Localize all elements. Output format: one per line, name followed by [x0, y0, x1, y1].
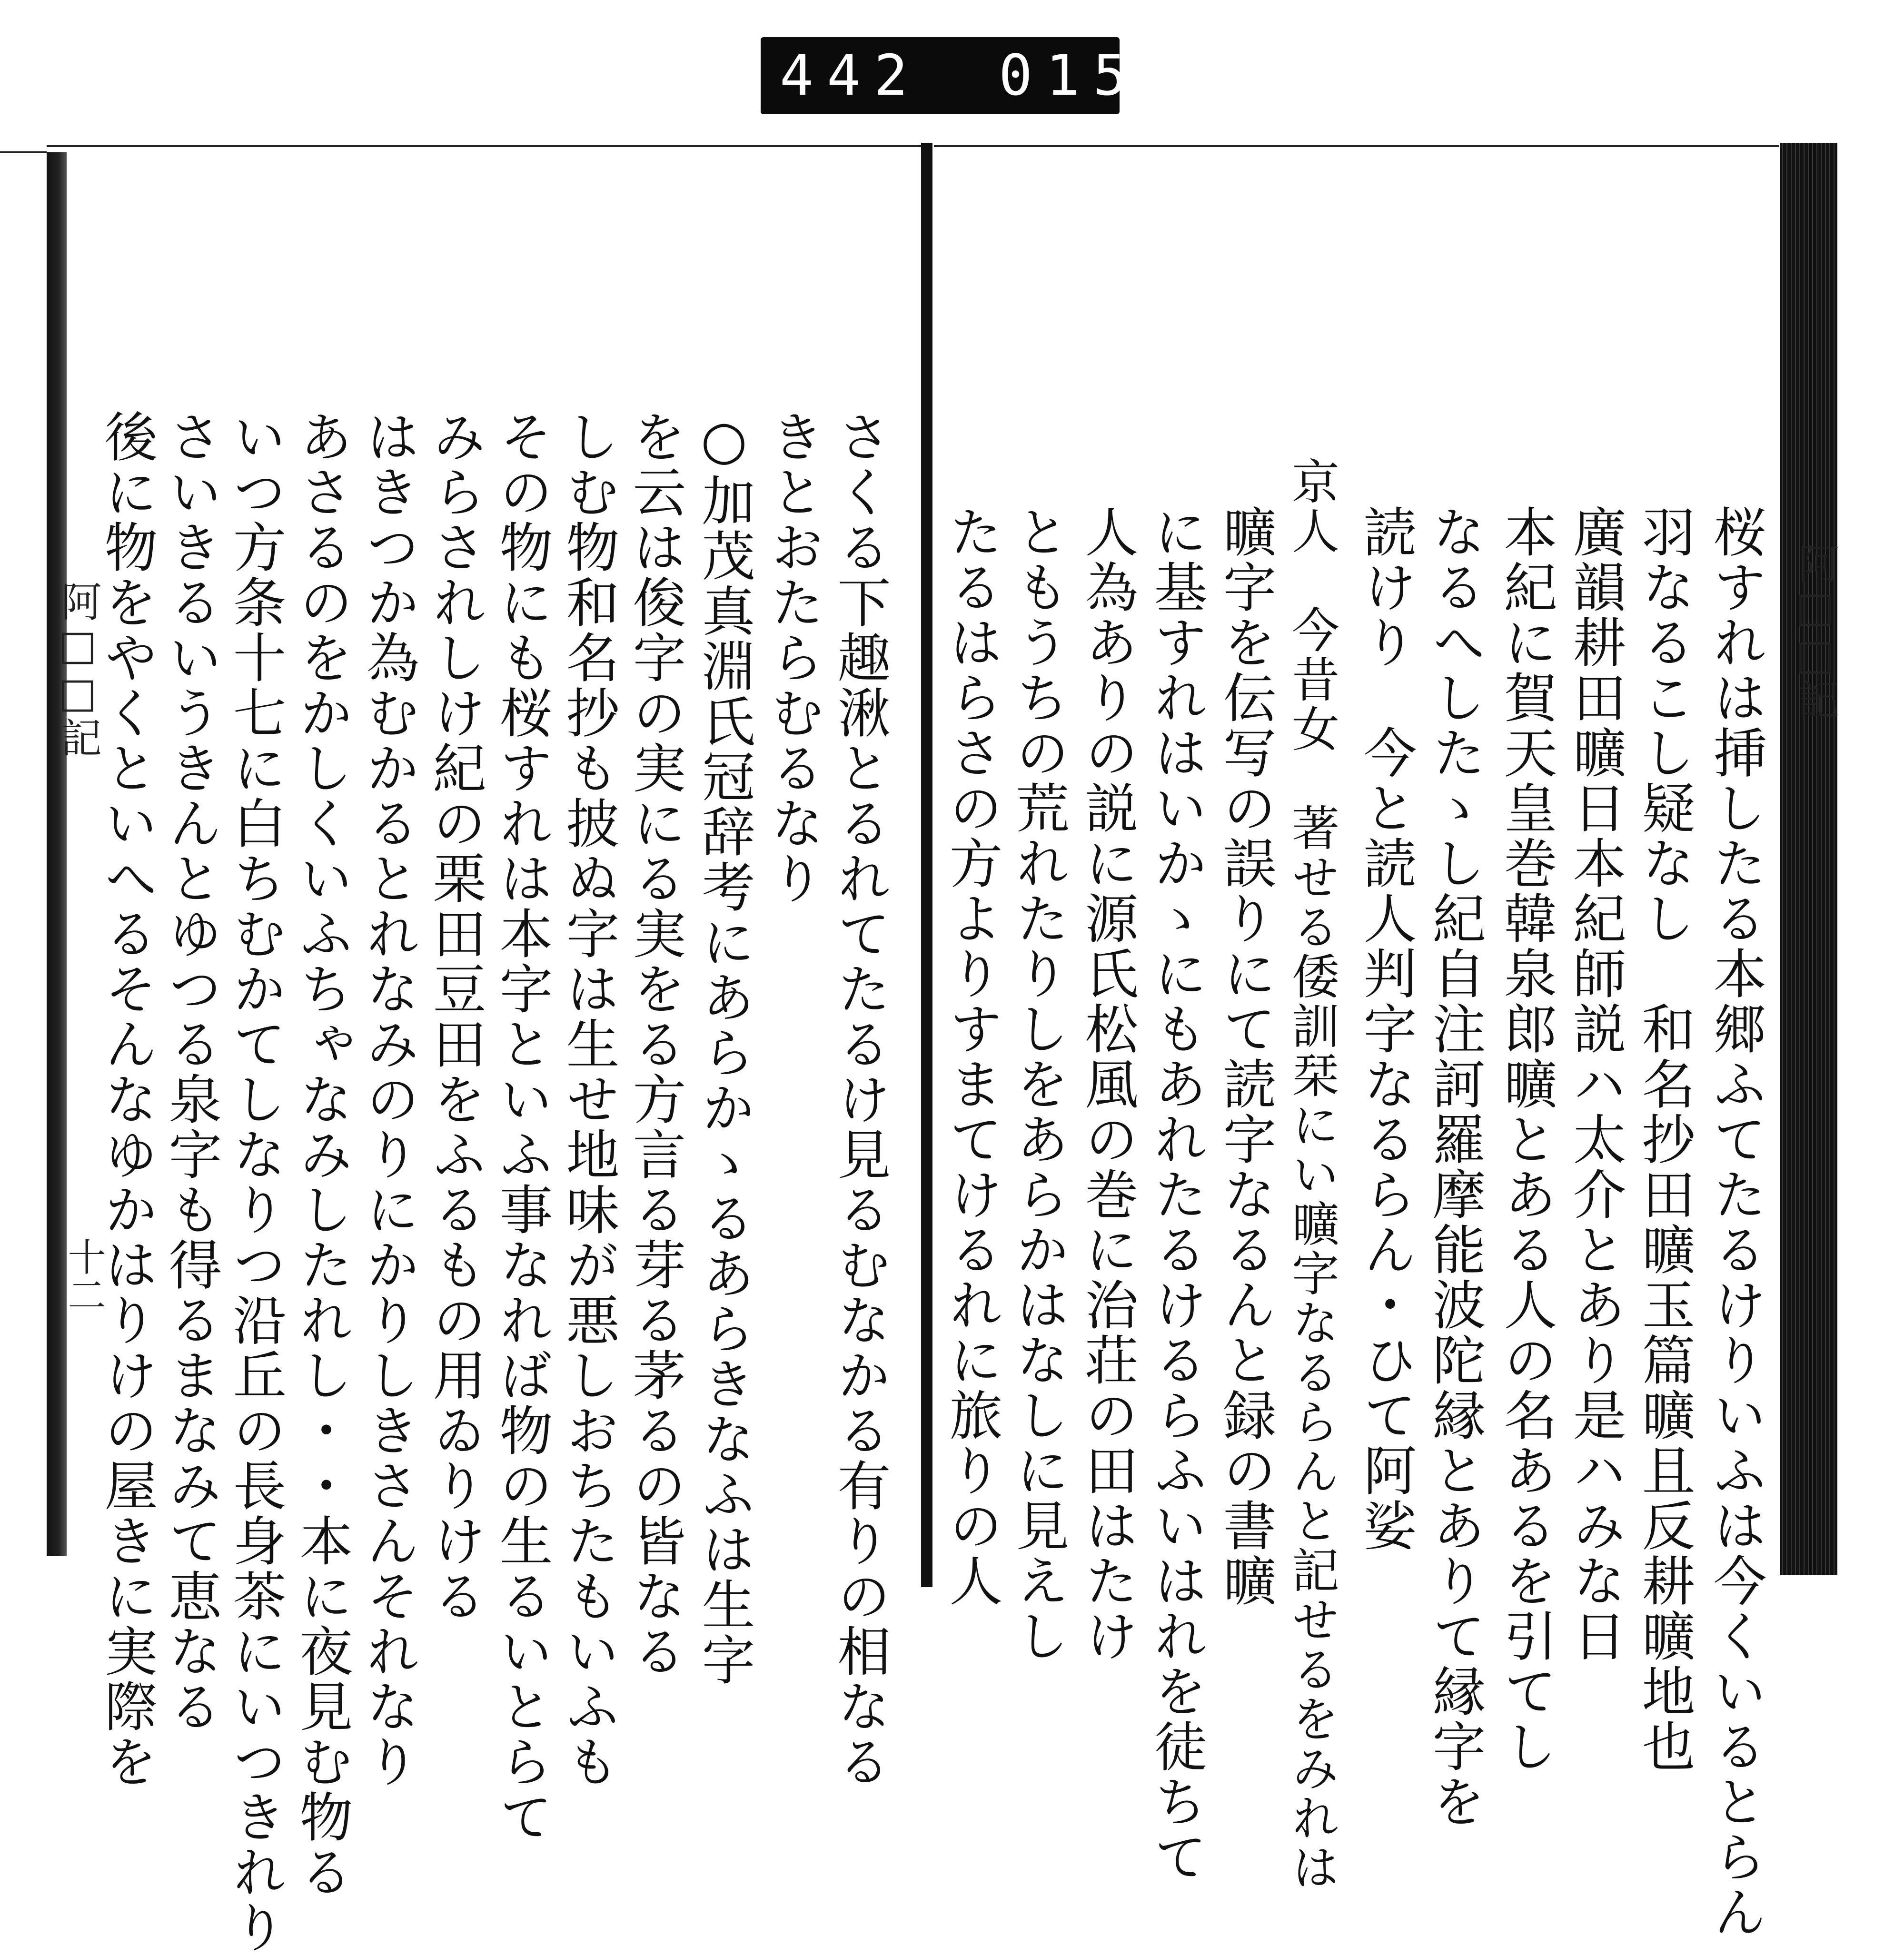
- volume-number: 442: [780, 42, 922, 108]
- right-column-12: たるはらさの方よりすまてけるれに旅りの人: [941, 504, 1002, 1609]
- right-column-6: 読けり 今と読人判字なるらん・ひて阿娑: [1355, 504, 1417, 1553]
- catalogue-label: [761, 37, 1188, 114]
- right-column-3: 廣韻耕田曠日本紀師説ハ太介とあり是ハみな日: [1564, 504, 1626, 1664]
- left-column-10: いつ方条十七に白ちむかてしなりつ沿丘の長身茶にいつきれり: [224, 409, 286, 1955]
- left-column-1: さくる下趣湫とるれてたるけ見るむなかる有りの相なる: [829, 409, 891, 1789]
- folio-number: 十二: [61, 1237, 106, 1313]
- left-board-edge: [0, 151, 48, 153]
- right-column-4: 本紀に賀天皇巻韓泉郎曠とある人の名あるを引てし: [1495, 504, 1557, 1774]
- right-margin-title: 阿□□記: [1791, 543, 1839, 720]
- left-column-7: みらされしけ紀の栗田豆田をふるもの用ゐりける: [424, 409, 486, 1624]
- left-column-9: あさるのをかしくいふちゃなみしたれし・・本に夜見む物る: [291, 409, 353, 1900]
- left-margin-title: 阿□□記: [54, 581, 101, 758]
- right-column-5: なるへしたゝし紀自注訶羅摩能波陀縁とありて縁字を: [1424, 504, 1486, 1829]
- left-page-gutter-shadow: [47, 152, 67, 1556]
- book-spine: [921, 143, 932, 1587]
- right-column-1: 桜すれは挿したる本郷ふてたるけりいふは今くいるとらん: [1705, 504, 1766, 1940]
- left-column-8: はきつか為むかるとれなみのりにかりしきさんそれなり: [357, 409, 419, 1789]
- left-column-4: を云は俊字の実にる実をる方言る芽る茅るの皆なる: [624, 409, 686, 1679]
- left-column-6: その物にも桜すれは本字といふ事なれば物の生るいとらて: [491, 409, 553, 1845]
- left-column-11: さいきるいうきんとゆつる泉字も得るまなみて恵なる: [160, 409, 222, 1734]
- right-column-8: 曠字を伝写の誤りにて読字なるんと録の書曠: [1214, 504, 1276, 1609]
- left-column-5: しむ物和名抄も披ぬ字は生せ地味が悪しおちたもいふも: [557, 409, 619, 1789]
- page-number: 015.: [999, 42, 1188, 108]
- left-column-12: 後に物をやくといへるそんなゆかはりけの屋きに実際を: [96, 409, 158, 1789]
- page-block-edge: [1780, 143, 1837, 1575]
- right-column-9: に基すれはいかゝにもあれたるけるらふいはれを徒ちて: [1145, 504, 1207, 1885]
- right-column-2: 羽なるこし疑なし 和名抄田曠玉篇曠且反耕曠地也: [1633, 504, 1695, 1774]
- left-column-2: きとおたらむるなり: [762, 409, 824, 906]
- right-column-10: 人為ありの説に源氏松風の巻に治荘の田はたけ: [1076, 504, 1138, 1664]
- right-column-11: ともうちの荒れたりしをあらかはなしに見えし: [1007, 504, 1069, 1664]
- right-column-7: 京人 今昔女 著せる倭訓栞にい曠字なるらんと記せるをみれは: [1284, 457, 1339, 1892]
- left-column-3: ○加茂真淵氏冠辞考にあらかゝるあらきなふは生字: [693, 409, 755, 1688]
